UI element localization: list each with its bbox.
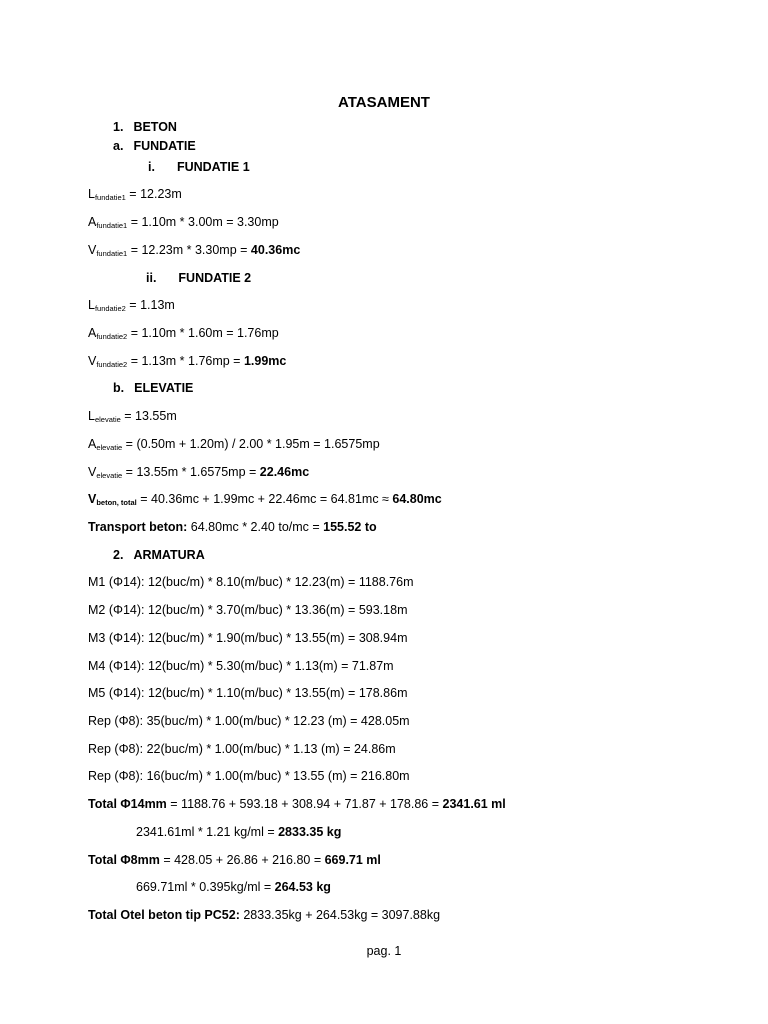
armatura-line: Rep (Φ8): 35(buc/m) * 1.00(m/buc) * 12.23 (m) = 428.05m	[88, 714, 410, 728]
section-elevatie	[113, 380, 193, 396]
expression: 669.71ml * 0.395kg/ml =	[136, 880, 275, 894]
expression: = 40.36mc + 1.99mc + 22.46mc = 64.81mc ≈	[136, 492, 393, 506]
total-phi14-kg	[136, 824, 341, 840]
symbol: V	[88, 243, 97, 257]
expression: = 12.23m	[125, 187, 182, 201]
section-label: FUNDATIE 2	[178, 271, 252, 285]
armatura-line: Rep (Φ8): 22(buc/m) * 1.00(m/buc) * 1.13 (m) = 24.86m	[88, 742, 396, 756]
armatura-line: M1 (Φ14): 12(buc/m) * 8.10(m/buc) * 12.23(m) = 1188.76m	[88, 575, 414, 589]
expression: 2833.35kg + 264.53kg = 3097.88kg	[239, 908, 441, 922]
section-number: a.	[113, 139, 124, 153]
section-number: ii.	[146, 271, 157, 285]
expression: = 13.55m	[120, 409, 177, 423]
formula-a-fundatie2	[88, 325, 279, 345]
formula-l-fundatie2	[88, 297, 175, 317]
section-label: FUNDATIE 1	[176, 160, 250, 174]
result: 669.71 ml	[324, 853, 381, 867]
expression: = (0.50m + 1.20m) / 2.00 * 1.95m = 1.6575mp	[122, 437, 380, 451]
section-beton	[113, 119, 177, 135]
expression: = 428.05 + 26.86 + 216.80 =	[159, 853, 325, 867]
expression: 64.80mc * 2.40 to/mc =	[187, 520, 324, 534]
armatura-line: M4 (Φ14): 12(buc/m) * 5.30(m/buc) * 1.13(m) = 71.87m	[88, 659, 394, 673]
result: 22.46mc	[259, 465, 310, 479]
armatura-line: M2 (Φ14): 12(buc/m) * 3.70(m/buc) * 13.36(m) = 593.18m	[88, 603, 408, 617]
expression: 2341.61ml * 1.21 kg/ml =	[136, 825, 279, 839]
section-label: ELEVATIE	[134, 381, 194, 395]
subscript: fundatie1	[94, 193, 126, 202]
subscript: elevatie	[96, 471, 123, 480]
section-label: ARMATURA	[133, 548, 205, 562]
expression: = 1.13m * 1.76mp =	[127, 354, 244, 368]
expression: = 1.10m * 1.60m = 1.76mp	[127, 326, 279, 340]
result: 1.99mc	[243, 354, 287, 368]
subscript: fundatie2	[96, 360, 128, 369]
result: 2341.61 ml	[442, 797, 506, 811]
formula-v-fundatie1	[88, 242, 300, 262]
formula-l-fundatie1	[88, 186, 182, 206]
total-phi8	[88, 852, 381, 868]
section-number: b.	[113, 381, 125, 395]
symbol: A	[88, 215, 97, 229]
symbol: L	[88, 187, 95, 201]
expression: = 1188.76 + 593.18 + 308.94 + 71.87 + 178.86 =	[166, 797, 443, 811]
label: Total Φ8mm	[88, 853, 160, 867]
symbol: L	[88, 298, 95, 312]
total-phi8-kg	[136, 879, 331, 895]
section-fundatie-2	[146, 270, 251, 286]
expression: = 1.13m	[125, 298, 175, 312]
subscript: fundatie2	[94, 304, 126, 313]
section-number: 2.	[113, 548, 124, 562]
formula-v-elevatie	[88, 464, 309, 484]
section-fundatie	[113, 138, 196, 154]
formula-a-elevatie	[88, 436, 380, 456]
armatura-line: M5 (Φ14): 12(buc/m) * 1.10(m/buc) * 13.55(m) = 178.86m	[88, 686, 408, 700]
section-label: FUNDATIE	[133, 139, 196, 153]
armatura-line: M3 (Φ14): 12(buc/m) * 1.90(m/buc) * 13.55(m) = 308.94m	[88, 631, 408, 645]
symbol: V	[88, 354, 97, 368]
subscript: fundatie1	[96, 249, 128, 258]
formula-a-fundatie1	[88, 214, 279, 234]
transport-beton	[88, 519, 377, 535]
formula-v-beton-total	[88, 491, 442, 511]
label: Total Φ14mm	[88, 797, 167, 811]
result: 155.52 to	[323, 520, 377, 534]
symbol: V	[88, 492, 97, 506]
expression: = 1.10m * 3.00m = 3.30mp	[127, 215, 279, 229]
section-label: BETON	[133, 120, 177, 134]
subscript: fundatie1	[96, 221, 128, 230]
expression: = 13.55m * 1.6575mp =	[122, 465, 260, 479]
section-armatura	[113, 547, 205, 563]
formula-v-fundatie2	[88, 353, 286, 373]
label: Total Otel beton tip PC52:	[88, 908, 240, 922]
expression: = 12.23m * 3.30mp =	[127, 243, 251, 257]
total-phi14	[88, 796, 506, 812]
result: 264.53 kg	[274, 880, 331, 894]
symbol: L	[88, 409, 95, 423]
page-title: ATASAMENT	[338, 94, 430, 111]
page-number: pag. 1	[366, 944, 402, 958]
symbol: A	[88, 437, 97, 451]
symbol: V	[88, 465, 97, 479]
subscript: beton, total	[96, 498, 137, 507]
result: 64.80mc	[392, 492, 442, 506]
subscript: elevatie	[96, 443, 123, 452]
result: 2833.35 kg	[278, 825, 342, 839]
section-fundatie-1	[148, 159, 250, 175]
armatura-line: Rep (Φ8): 16(buc/m) * 1.00(m/buc) * 13.55 (m) = 216.80m	[88, 769, 410, 783]
formula-l-elevatie	[88, 408, 177, 428]
total-otel-beton	[88, 907, 440, 923]
symbol: A	[88, 326, 97, 340]
result: 40.36mc	[250, 243, 301, 257]
subscript: elevatie	[94, 415, 121, 424]
section-number: i.	[148, 160, 155, 174]
section-number: 1.	[113, 120, 124, 134]
subscript: fundatie2	[96, 332, 128, 341]
label: Transport beton:	[88, 520, 188, 534]
